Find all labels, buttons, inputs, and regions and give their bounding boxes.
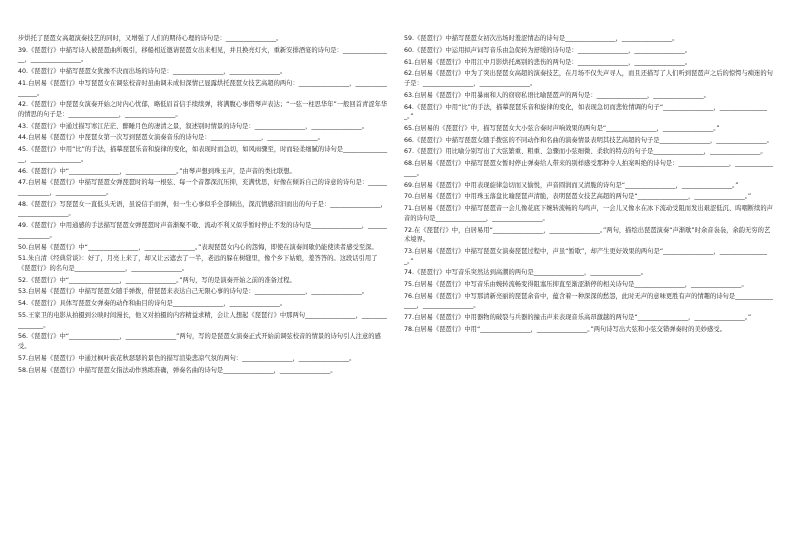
question-item: 64.《琵琶行》中用“比”的手法，描摹琵琶乐音和旋律的变化，如表现急切而悲怆情调的句子“________________，________________。” [404,103,767,121]
question-item: 66.《琵琶行》中描写琵琶女随手拨弦的不同动作和名曲的演奏情景表明其技艺高超的句子是________________，________________。 [404,136,773,144]
question-item: 77.白居易《琵琶行》中用器物的破裂与兵器的撞击声来表现音乐高昂激越的两句是“________________，________________。” [404,314,752,322]
question-item: 52.《琵琶行》中“________________，________________。”两句，写的是演奏开始之前的准备过程。 [18,276,296,284]
question-item: 74.《琵琶行》中写音乐突然达到高潮的两句是________________，________________。 [404,269,647,277]
question-item: 39.《琵琶行》中描写诗人被琵琶曲所吸引，移船相近邀请琵琶女出来相见，并且换亮灯火，重新安排酒宴的诗句是：________________，________________。 [18,46,387,64]
question-item: 43.《琵琶行》中通过描写寒江茫茫、醉睡月色的凄清之景，叙述别时情景的诗句是：________________，________________。 [18,122,369,130]
question-item: 41.白居易《琵琶行》中写琵琶女在调弦校音时虽曲调未成但深情已显露烘托琵琶女技艺高超的两句：________________，________________。 [18,79,387,97]
question-item: 51.朱自清《经典常谈》：好了，月亮上来了，却又让云遮去了一半，老远的躲在树缝里，像个乡下姑娘，羞答答的。这段话引用了《琵琶行》的名句是________________，________________。 [18,255,378,272]
question-item: 56.《琵琶行》中“________________，________________”两句，写的是琵琶女演奏正式开始前调弦校音的情景的诗句引人注意的感受。 [18,333,381,350]
question-item: 76.白居易《琵琶行》中写那清新亮丽的琵琶余音中，蕴含着一种深深的愁怨，此时无声的意味更胜有声的情趣的诗句是________________，________________。 [404,292,773,310]
question-item: 48.《琵琶行》写琵琶女一直低头无语，虽说信手而弹，但一生心事似乎全部倾出，深沉情感汩汩而出的句子是：________________，________________。 [18,200,387,218]
question-item: 53.白居易《琵琶行》中描写琵琶女随手弹拨，借琵琶来表达自己无限心事的诗句是：________________，________________。 [18,288,369,296]
question-item: 63.白居易《琵琶行》中用暴雨和人的窃窃私语比喻琵琶声的两句是：________________，________________。 [404,91,710,99]
question-item: 55.王家卫的电影从拍摄到公映时间漫长，他又对拍摄的内容精益求精，会让人想起《琵琶行》中那两句________________，________________。 [18,312,387,329]
question-item: 69.白居易《琵琶行》中用表现旋律急切而又愉悦，声音圆润而又清脆的诗句是“________________，________________。” [404,181,739,189]
question-item: 45.《琵琶行》中用“比”的手法，描摹琵琶乐音和旋律的变化，如表现时而急切，如风雨骤至，时而轻柔细腻的诗句是________________，________________。 [18,146,388,163]
question-item: 62.白居易《琵琶行》中为了突出琵琶女高超的演奏技艺，在月场不仅失声寻人，而且还描写了人们听到琵琶声之后的惊愕与痴迷的句子是：________________，________________。 [404,70,773,87]
question-item: 59.《琵琶行》中描写琵琶女初次出场时羞涩情态的诗句是________________，________________。 [404,35,679,42]
question-item: 57.白居易《琵琶行》中通过枫叶荻花秋瑟瑟的景色的描写渲染悲凉气氛的两句：________________，________________。 [18,354,356,362]
left-column [18,34,390,560]
question-item: 72.在《琵琶行》中，白居易用“________________，________________。”两句，描绘出琵琶演奏“声渐歇”时余音袅袅，余韵无穷的艺术境界。 [404,226,771,244]
question-item: 46.《琵琶行》中“________________，________________。”由琴声想到珠玉声，是声音的类比联想。 [18,167,296,175]
question-item: 71.白居易《琵琶行》中描写琵琶音一会儿像花底下婉转流畅的鸟鸣声，一会儿又像水在冰下流动受阻而发出艰涩低沉、呜咽断续的声音的诗句是________________，________________。 [404,205,773,222]
question-item: 65.白居易的《琵琶行》中，描写琵琶女大小弦合奏时声响效果的两句是“________________，________________。” [404,124,720,132]
question-item: 70.白居易《琵琶行》中用珠玉落盘比喻琵琶声清脆，表明琵琶女技艺高超的两句是“________________，________________。” [404,193,752,201]
question-item: 44.白居易《琵琶行》中琵琶女第一次写到琵琶女演奏音乐的诗句是：________________，________________。 [18,134,324,142]
question-item: 50.白居易《琵琶行》中“________________，________________。”表现琵琶女内心的怨悔，即使在演奏间歇仍能使读者感受至深。 [18,243,378,251]
question-item: 步烘托了琵琶女高超演奏技艺的同时，又增强了人们的期待心理的诗句是：________________。 [18,35,283,42]
question-item: 60.《琵琶行》中运用拟声词写音乐由急促转为舒缓的诗句是：________________，________________。 [404,46,692,54]
question-item: 68.白居易《琵琶行》中描写琵琶女暂时停止弹奏给人带来的别样感受那种令人拍案叫绝的诗句是：________________，________________。 [404,160,773,177]
question-item: 54.《琵琶行》具体写琵琶女弹奏的动作和曲目的诗句是________________，________________。 [18,300,287,308]
question-item: 42.《琵琶行》中琵琶女演奏开始之时内心忧郁，略低眉首信手续续弹，将满腹心事借琴声表达；“一弦一柱思华年”一般回首青涩年华的情思的句子是：________________，________________。 [18,101,388,118]
question-item: 67.《琵琶行》用比喻分别写出了大弦繁重、粗重、急骤而小弦细微、柔软的特点的句子是________________，________________。 [404,148,767,156]
question-item: 49.《琵琶行》中用通感的手法描写琵琶女弹琵琶时声音渐聚不歇、流动不利又似乎暂时停止不发的诗句是________________，________________。 [18,222,387,239]
question-item: 40.《琵琶行》中描写琵琶女犹豫不决而出场的诗句是：________________，________________。 [18,68,287,76]
question-item: 47.白居易《琵琶行》中描写琵琶女弹琵琶时的每一根弦、每一个音都深沉压抑，充满忧思，好像在倾诉自己的诗意的诗句是：________________，________________。 [18,179,387,196]
question-item: 75.白居易《琵琶行》中写音乐由婉转流畅变得阻塞压抑直至渐涩渐停的相关诗句是________________，________________。 [404,281,748,289]
question-item: 58.白居易《琵琶行》中描写琵琶女指法动作熟练准确，弹奏名曲的诗句是________________，________________。 [18,366,337,374]
right-column [404,34,776,560]
question-item: 61.白居易《琵琶行》中用江中月影烘托离别的悲伤的两句是：________________，________________。 [404,58,692,66]
question-item: 78.白居易《琵琶行》中用“________________，________________。”两句诗写出大弦和小弦交错弹奏时的美妙感受。 [404,326,726,333]
question-item: 73.白居易《琵琶行》中描写琵琶女演奏琵琶过程中，声虽“暂歇”，却产生更好效果的两句是“________________，________________。” [404,247,767,265]
